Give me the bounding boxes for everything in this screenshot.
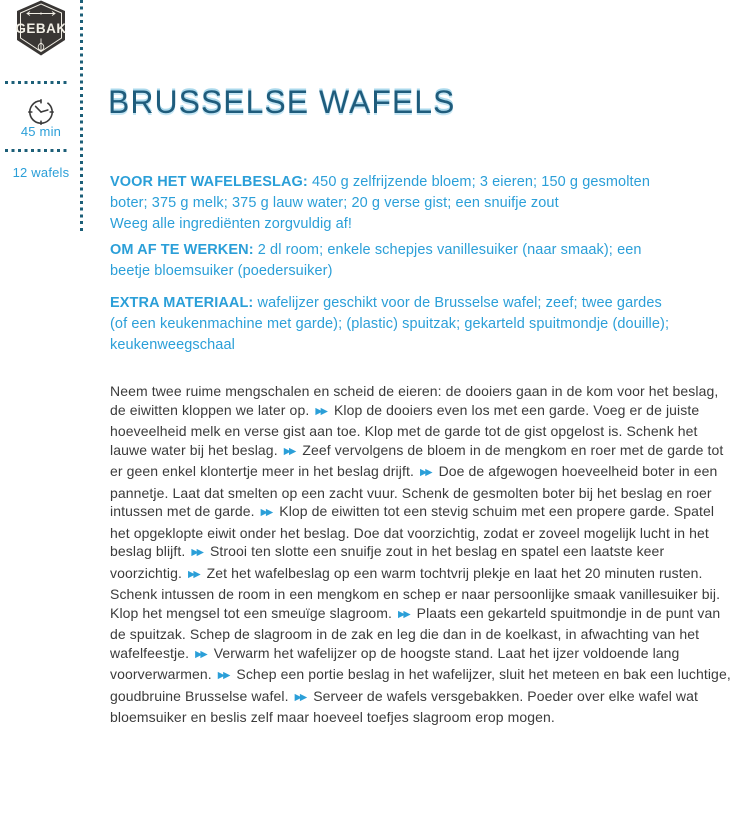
ingredient-label: EXTRA MATERIAAL: [110, 295, 254, 311]
ingredient-text: 450 g zelfrijzende bloem; 3 eieren; 150 g gesmolten boter; 375 g melk; 375 g lauw water; 20 g verse gist; een snuifje zout [110, 174, 650, 211]
badge-label: GEBAK [15, 21, 67, 36]
double-arrow-icon: ▶▶ [419, 467, 431, 478]
prep-time-label: 45 min [20, 124, 62, 139]
sidebar-dotted-divider [5, 149, 68, 152]
double-arrow-icon: ▶▶ [217, 670, 229, 681]
ingredient-label: VOOR HET WAFELBESLAG: [110, 174, 308, 190]
ingredient-text: 2 dl room; enkele schepjes vanillesuiker (naar smaak); een beetje bloemsuiker (poedersuiker) [110, 242, 642, 279]
recipe-title: BRUSSELSE WAFELS [108, 84, 456, 120]
ingredient-block [110, 172, 675, 235]
instruction-paragraph: Schenk intussen de room in een mengkom en schep er naar persoonlijke smaak vanillesuiker bij. Klop het mengsel tot een smeuïge slagroom. ▶▶ Plaats een gekarteld spuitmondje in de punt van de spuitzak. Schep de slagroom in de zak en leg die dan in de koelkast, in afwachting van het wafelfeestje. ▶▶ Verwarm het wafelijzer op de hoogste stand. Laat het ijzer voldoende lang voorverwarmen. ▶▶ Schep een portie beslag in het wafelijzer, sluit het meteen en bak een luchtige, goudbruine Brusselse wafel. ▶▶ Serveer de wafels versgebakken. Poeder over elke wafel wat bloemsuiker en beslis zelf maar hoeveel toefjes slagroom erop mogen. [110, 586, 731, 725]
vertical-dotted-divider [80, 0, 83, 233]
ingredient-block [110, 240, 675, 282]
yield-label: 12 wafels [12, 165, 70, 180]
double-arrow-icon: ▶▶ [188, 568, 199, 580]
double-arrow-icon: ▶▶ [398, 608, 409, 620]
double-arrow-icon: ▶▶ [283, 445, 295, 457]
double-arrow-icon: ▶▶ [294, 691, 306, 703]
ingredient-block [110, 293, 675, 356]
gebak-badge-logo [10, 0, 72, 61]
ingredient-label: OM AF TE WERKEN: [110, 242, 254, 258]
double-arrow-icon: ▶▶ [260, 507, 272, 518]
double-arrow-icon: ▶▶ [191, 547, 202, 558]
sidebar-dotted-divider [5, 81, 68, 84]
double-arrow-icon: ▶▶ [195, 648, 206, 660]
ingredient-note: Weeg alle ingrediënten zorgvuldig af! [110, 216, 353, 232]
double-arrow-icon: ▶▶ [315, 405, 326, 417]
ingredient-text: wafelijzer geschikt voor de Brusselse wafel; zeef; twee gardes (of een keukenmachine met garde); (plastic) spuitzak; gekarteld spuitmondje (douille); keukenweegschaal [110, 295, 670, 353]
instruction-paragraph: Neem twee ruime mengschalen en scheid de eieren: de dooiers gaan in de kom voor het beslag, de eiwitten kloppen we later op. ▶▶ Klop de dooiers even los met een garde. Voeg er de juiste hoeveelheid melk en verse gist aan toe. Klop met de garde tot de gist opgelost is. Schenk het lauwe water bij het beslag. ▶▶ Zeef vervolgens de bloem in de mengkom en roer met de garde tot er geen enkel klontertje meer in het beslag drijft. ▶▶ Doe de afgewogen hoeveelheid boter in een pannetje. Laat dat smelten op een zacht vuur. Schenk de gesmolten boter bij het beslag en roer intussen met de garde. ▶▶ Klop de eiwitten tot een stevig schuim met een propere garde. Spatel het opgeklopte eiwit onder het beslag. Doe dat voorzichtig, zodat er zoveel mogelijk lucht in het beslag blijft. ▶▶ Strooi ten slotte een snuifje zout in het beslag en spatel een laatste keer voorzichtig. ▶▶ Zet het wafelbeslag op een warm tochtvrij plekje en laat het 20 minuten rusten. [110, 383, 724, 581]
